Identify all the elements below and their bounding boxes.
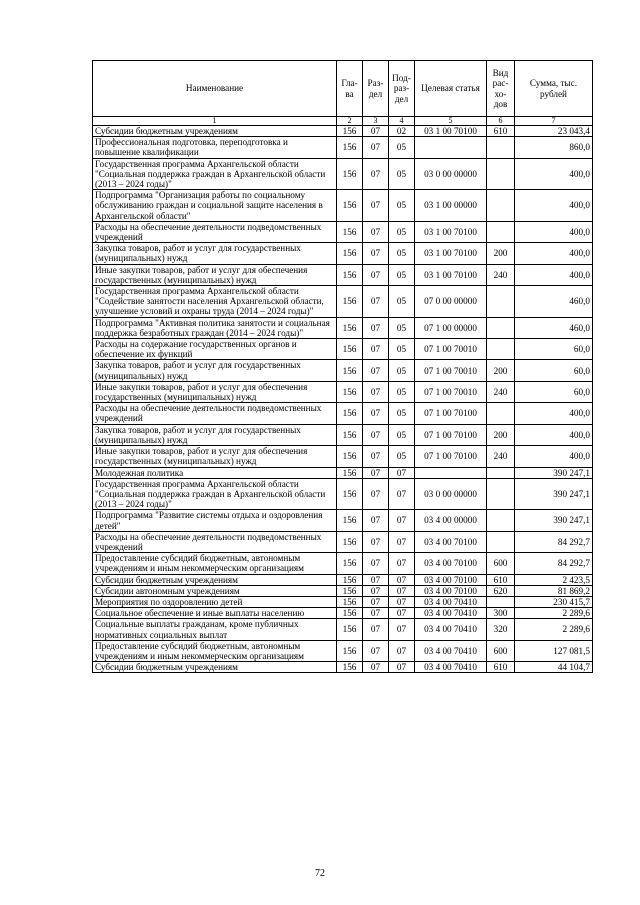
row-vid: 240 <box>487 381 515 402</box>
header-vid: Вид рас-хо-дов <box>487 61 515 117</box>
table-row <box>93 317 593 338</box>
row-sum: 400,0 <box>515 221 593 242</box>
row-glava: 156 <box>337 424 363 445</box>
row-target: 03 4 00 70100 <box>415 574 487 585</box>
table-row <box>93 137 593 158</box>
row-glava: 156 <box>337 190 363 222</box>
row-podrazdel: 05 <box>389 158 415 190</box>
row-razdel: 07 <box>363 467 389 478</box>
row-razdel: 07 <box>363 478 389 510</box>
row-sum: 400,0 <box>515 424 593 445</box>
table-row <box>93 158 593 190</box>
table-row <box>93 360 593 381</box>
row-razdel: 07 <box>363 531 389 552</box>
row-target: 03 4 00 70100 <box>415 553 487 574</box>
row-sum: 127 081,5 <box>515 640 593 661</box>
row-sum: 400,0 <box>515 243 593 264</box>
row-target: 03 4 00 70410 <box>415 596 487 607</box>
row-glava: 156 <box>337 510 363 531</box>
page-number: 72 <box>315 868 325 879</box>
row-razdel: 07 <box>363 403 389 424</box>
row-name: Иные закупки товаров, работ и услуг для обеспечения государственных (муниципальных) нужд <box>93 381 337 402</box>
row-sum: 2 289,6 <box>515 619 593 640</box>
row-glava: 156 <box>337 264 363 285</box>
row-sum: 23 043,4 <box>515 126 593 137</box>
row-vid: 300 <box>487 608 515 619</box>
row-glava: 156 <box>337 585 363 596</box>
row-sum: 460,0 <box>515 286 593 318</box>
row-target: 07 0 00 00000 <box>415 286 487 318</box>
row-vid <box>487 137 515 158</box>
row-podrazdel: 07 <box>389 467 415 478</box>
row-target: 07 1 00 70010 <box>415 339 487 360</box>
row-podrazdel: 07 <box>389 619 415 640</box>
row-podrazdel: 05 <box>389 381 415 402</box>
row-podrazdel: 05 <box>389 403 415 424</box>
row-podrazdel: 07 <box>389 510 415 531</box>
row-vid: 240 <box>487 446 515 467</box>
row-glava: 156 <box>337 286 363 318</box>
header-razdel: Раз-дел <box>363 61 389 117</box>
row-target <box>415 467 487 478</box>
row-glava: 156 <box>337 596 363 607</box>
row-razdel: 07 <box>363 510 389 531</box>
table-row <box>93 424 593 445</box>
row-name: Мероприятия по оздоровлению детей <box>93 596 337 607</box>
row-sum: 400,0 <box>515 403 593 424</box>
row-razdel: 07 <box>363 619 389 640</box>
row-name: Подпрограмма "Активная политика занятости и социальная поддержка безработных граждан (2014 – 2024 годы)" <box>93 317 337 338</box>
row-razdel: 07 <box>363 585 389 596</box>
row-glava: 156 <box>337 381 363 402</box>
row-vid: 610 <box>487 662 515 673</box>
table-row <box>93 478 593 510</box>
col-number: 2 <box>337 117 363 126</box>
col-number: 4 <box>389 117 415 126</box>
row-razdel: 07 <box>363 662 389 673</box>
row-sum: 400,0 <box>515 190 593 222</box>
row-vid <box>487 286 515 318</box>
row-vid: 200 <box>487 360 515 381</box>
row-razdel: 07 <box>363 640 389 661</box>
row-target: 03 4 00 70410 <box>415 608 487 619</box>
row-name: Социальные выплаты гражданам, кроме публичных нормативных социальных выплат <box>93 619 337 640</box>
row-podrazdel: 07 <box>389 478 415 510</box>
row-razdel: 07 <box>363 339 389 360</box>
row-podrazdel: 05 <box>389 286 415 318</box>
table-row <box>93 608 593 619</box>
row-target: 07 1 00 70100 <box>415 446 487 467</box>
table-row <box>93 531 593 552</box>
table-row <box>93 190 593 222</box>
row-name: Субсидии бюджетным учреждениям <box>93 574 337 585</box>
row-razdel: 07 <box>363 190 389 222</box>
column-number-row <box>93 117 593 126</box>
row-glava: 156 <box>337 553 363 574</box>
row-podrazdel: 05 <box>389 264 415 285</box>
row-name: Профессиональная подготовка, переподготовка и повышение квалификации <box>93 137 337 158</box>
row-podrazdel: 07 <box>389 608 415 619</box>
row-razdel: 07 <box>363 446 389 467</box>
row-glava: 156 <box>337 126 363 137</box>
row-glava: 156 <box>337 662 363 673</box>
row-vid <box>487 221 515 242</box>
row-name: Расходы на обеспечение деятельности подведомственных учреждений <box>93 221 337 242</box>
row-vid <box>487 403 515 424</box>
row-glava: 156 <box>337 137 363 158</box>
col-number: 5 <box>415 117 487 126</box>
table-row <box>93 585 593 596</box>
row-razdel: 07 <box>363 126 389 137</box>
table-row <box>93 221 593 242</box>
row-vid: 600 <box>487 640 515 661</box>
row-glava: 156 <box>337 221 363 242</box>
row-podrazdel: 05 <box>389 137 415 158</box>
row-sum: 860,0 <box>515 137 593 158</box>
table-row <box>93 243 593 264</box>
row-name: Закупка товаров, работ и услуг для государственных (муниципальных) нужд <box>93 424 337 445</box>
col-number: 6 <box>487 117 515 126</box>
row-name: Молодежная политика <box>93 467 337 478</box>
row-podrazdel: 07 <box>389 640 415 661</box>
row-target: 03 4 00 70410 <box>415 619 487 640</box>
row-name: Расходы на обеспечение деятельности подведомственных учреждений <box>93 403 337 424</box>
row-glava: 156 <box>337 243 363 264</box>
table-body <box>93 126 593 673</box>
row-name: Предоставление субсидий бюджетным, автономным учреждениям и иным некоммерческим организациям <box>93 553 337 574</box>
row-vid <box>487 478 515 510</box>
col-number: 3 <box>363 117 389 126</box>
row-razdel: 07 <box>363 424 389 445</box>
row-vid <box>487 339 515 360</box>
row-razdel: 07 <box>363 381 389 402</box>
row-name: Расходы на содержание государственных органов и обеспечение их функций <box>93 339 337 360</box>
row-target: 03 4 00 70410 <box>415 662 487 673</box>
table-row <box>93 264 593 285</box>
row-glava: 156 <box>337 158 363 190</box>
header-name: Наименование <box>93 61 337 117</box>
row-sum: 2 289,6 <box>515 608 593 619</box>
row-target: 03 4 00 70410 <box>415 640 487 661</box>
header-podrazdel: Под-раз-дел <box>389 61 415 117</box>
row-razdel: 07 <box>363 243 389 264</box>
table-row <box>93 467 593 478</box>
table-row <box>93 339 593 360</box>
col-number: 1 <box>93 117 337 126</box>
row-razdel: 07 <box>363 158 389 190</box>
row-razdel: 07 <box>363 221 389 242</box>
table-row <box>93 640 593 661</box>
table-row <box>93 446 593 467</box>
row-name: Государственная программа Архангельской области "Социальная поддержка граждан в Архангельской области (2013 – 2024 годы)" <box>93 478 337 510</box>
row-sum: 81 869,2 <box>515 585 593 596</box>
row-glava: 156 <box>337 478 363 510</box>
table-row <box>93 553 593 574</box>
row-vid: 200 <box>487 243 515 264</box>
table-row <box>93 596 593 607</box>
col-number: 7 <box>515 117 593 126</box>
row-vid: 320 <box>487 619 515 640</box>
row-podrazdel: 05 <box>389 243 415 264</box>
row-vid: 610 <box>487 574 515 585</box>
table-row <box>93 574 593 585</box>
row-glava: 156 <box>337 574 363 585</box>
row-podrazdel: 07 <box>389 596 415 607</box>
row-glava: 156 <box>337 317 363 338</box>
row-podrazdel: 05 <box>389 190 415 222</box>
row-podrazdel: 07 <box>389 531 415 552</box>
row-sum: 390 247,1 <box>515 510 593 531</box>
row-target: 03 4 00 70100 <box>415 585 487 596</box>
row-vid <box>487 158 515 190</box>
header-target: Целевая статья <box>415 61 487 117</box>
row-glava: 156 <box>337 640 363 661</box>
row-glava: 156 <box>337 360 363 381</box>
row-name: Подпрограмма "Развитие системы отдыха и оздоровления детей" <box>93 510 337 531</box>
header-glava: Гла-ва <box>337 61 363 117</box>
row-sum: 230 415,7 <box>515 596 593 607</box>
row-target: 03 1 00 70100 <box>415 264 487 285</box>
row-name: Подпрограмма "Организация работы по социальному обслуживанию граждан и социальной защите населения в Архангельской области" <box>93 190 337 222</box>
row-podrazdel: 05 <box>389 446 415 467</box>
row-target: 07 1 00 00000 <box>415 317 487 338</box>
row-sum: 2 423,5 <box>515 574 593 585</box>
row-vid: 240 <box>487 264 515 285</box>
table-row <box>93 510 593 531</box>
row-name: Социальное обеспечение и иные выплаты населению <box>93 608 337 619</box>
row-name: Закупка товаров, работ и услуг для государственных (муниципальных) нужд <box>93 243 337 264</box>
row-razdel: 07 <box>363 317 389 338</box>
budget-table <box>92 60 593 673</box>
row-razdel: 07 <box>363 574 389 585</box>
row-podrazdel: 05 <box>389 424 415 445</box>
row-glava: 156 <box>337 403 363 424</box>
table-row <box>93 126 593 137</box>
row-vid <box>487 467 515 478</box>
row-razdel: 07 <box>363 137 389 158</box>
row-target <box>415 137 487 158</box>
row-name: Закупка товаров, работ и услуг для государственных (муниципальных) нужд <box>93 360 337 381</box>
table-row <box>93 286 593 318</box>
row-podrazdel: 07 <box>389 662 415 673</box>
row-podrazdel: 07 <box>389 553 415 574</box>
budget-table-sheet <box>92 60 592 673</box>
row-name: Субсидии автономным учреждениям <box>93 585 337 596</box>
row-sum: 390 247,1 <box>515 467 593 478</box>
row-vid <box>487 190 515 222</box>
row-vid <box>487 317 515 338</box>
row-glava: 156 <box>337 531 363 552</box>
table-row <box>93 619 593 640</box>
row-podrazdel: 07 <box>389 585 415 596</box>
row-sum: 44 104,7 <box>515 662 593 673</box>
row-podrazdel: 05 <box>389 339 415 360</box>
row-vid: 200 <box>487 424 515 445</box>
row-podrazdel: 05 <box>389 317 415 338</box>
row-podrazdel: 05 <box>389 221 415 242</box>
row-razdel: 07 <box>363 596 389 607</box>
row-name: Иные закупки товаров, работ и услуг для обеспечения государственных (муниципальных) нужд <box>93 446 337 467</box>
header-sum: Сумма, тыс. рублей <box>515 61 593 117</box>
row-glava: 156 <box>337 608 363 619</box>
row-sum: 400,0 <box>515 446 593 467</box>
row-razdel: 07 <box>363 360 389 381</box>
row-sum: 390 247,1 <box>515 478 593 510</box>
row-target: 03 0 00 00000 <box>415 158 487 190</box>
row-name: Расходы на обеспечение деятельности подведомственных учреждений <box>93 531 337 552</box>
row-vid: 610 <box>487 126 515 137</box>
table-row <box>93 381 593 402</box>
row-target: 03 1 00 70100 <box>415 243 487 264</box>
row-target: 03 1 00 70100 <box>415 126 487 137</box>
row-sum: 400,0 <box>515 264 593 285</box>
row-vid <box>487 531 515 552</box>
row-target: 03 1 00 00000 <box>415 190 487 222</box>
row-target: 03 0 00 00000 <box>415 478 487 510</box>
row-vid <box>487 510 515 531</box>
row-name: Иные закупки товаров, работ и услуг для обеспечения государственных (муниципальных) нужд <box>93 264 337 285</box>
row-razdel: 07 <box>363 286 389 318</box>
row-vid <box>487 596 515 607</box>
row-sum: 60,0 <box>515 339 593 360</box>
row-name: Субсидии бюджетным учреждениям <box>93 126 337 137</box>
row-target: 03 4 00 70100 <box>415 531 487 552</box>
row-podrazdel: 05 <box>389 360 415 381</box>
row-sum: 60,0 <box>515 381 593 402</box>
row-name: Субсидии бюджетным учреждениям <box>93 662 337 673</box>
row-sum: 460,0 <box>515 317 593 338</box>
row-vid: 600 <box>487 553 515 574</box>
row-sum: 60,0 <box>515 360 593 381</box>
row-razdel: 07 <box>363 553 389 574</box>
row-glava: 156 <box>337 339 363 360</box>
table-row <box>93 662 593 673</box>
row-target: 03 1 00 70100 <box>415 221 487 242</box>
row-vid: 620 <box>487 585 515 596</box>
row-target: 07 1 00 70100 <box>415 403 487 424</box>
row-target: 07 1 00 70010 <box>415 381 487 402</box>
table-row <box>93 403 593 424</box>
row-razdel: 07 <box>363 264 389 285</box>
row-sum: 400,0 <box>515 158 593 190</box>
row-glava: 156 <box>337 467 363 478</box>
row-name: Государственная программа Архангельской области "Социальная поддержка граждан в Архангельской области (2013 – 2024 годы)" <box>93 158 337 190</box>
row-razdel: 07 <box>363 608 389 619</box>
row-podrazdel: 02 <box>389 126 415 137</box>
row-name: Государственная программа Архангельской области "Содействие занятости населения Архангельской области, улучшение условий и охраны труда (2014 – 2024 годы)" <box>93 286 337 318</box>
row-sum: 84 292,7 <box>515 553 593 574</box>
row-glava: 156 <box>337 619 363 640</box>
row-sum: 84 292,7 <box>515 531 593 552</box>
row-target: 07 1 00 70010 <box>415 360 487 381</box>
row-podrazdel: 07 <box>389 574 415 585</box>
header-row <box>93 61 593 117</box>
row-target: 07 1 00 70100 <box>415 424 487 445</box>
row-name: Предоставление субсидий бюджетным, автономным учреждениям и иным некоммерческим организациям <box>93 640 337 661</box>
row-glava: 156 <box>337 446 363 467</box>
row-target: 03 4 00 00000 <box>415 510 487 531</box>
